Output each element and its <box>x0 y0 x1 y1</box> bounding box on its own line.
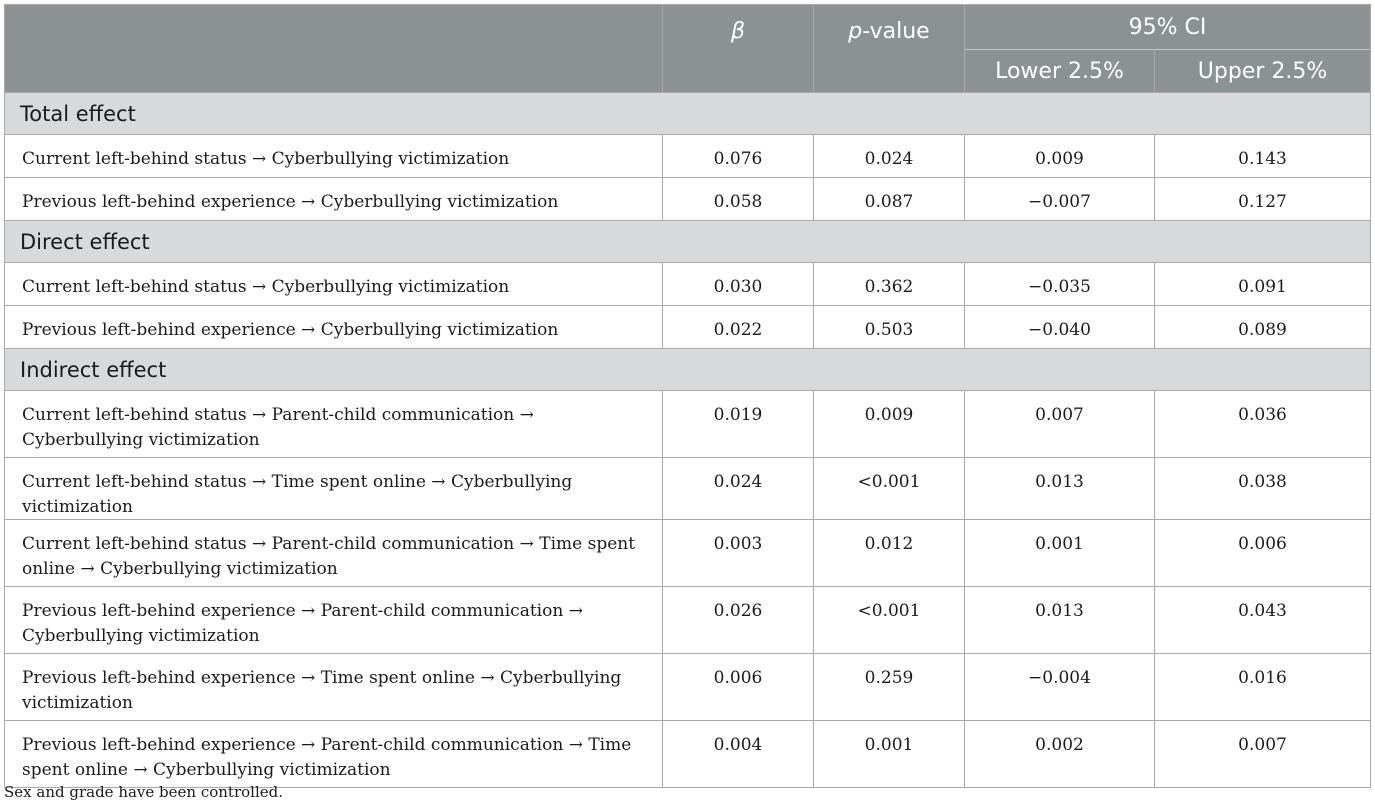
beta-cell: 0.006 <box>663 654 814 721</box>
p-cell: 0.012 <box>814 520 965 587</box>
beta-cell: 0.024 <box>663 458 814 520</box>
p-cell: 0.024 <box>814 135 965 178</box>
lower-cell: 0.002 <box>965 721 1155 788</box>
p-cell: 0.259 <box>814 654 965 721</box>
beta-cell: 0.022 <box>663 306 814 349</box>
beta-cell: 0.076 <box>663 135 814 178</box>
upper-cell: 0.143 <box>1155 135 1371 178</box>
p-cell: 0.362 <box>814 263 965 306</box>
lower-cell: −0.035 <box>965 263 1155 306</box>
path-cell: Previous left-behind experience → Time spent online → Cyberbullying victimization <box>5 654 663 721</box>
header-path <box>5 5 663 93</box>
upper-cell: 0.007 <box>1155 721 1371 788</box>
upper-cell: 0.091 <box>1155 263 1371 306</box>
p-cell: <0.001 <box>814 458 965 520</box>
upper-cell: 0.036 <box>1155 391 1371 458</box>
header-ci-upper: Upper 2.5% <box>1155 50 1371 93</box>
path-cell: Current left-behind status → Parent-child communication → Time spent online → Cyberbullying victimization <box>5 520 663 587</box>
section-direct-effect: Direct effect <box>5 221 1371 263</box>
table-row <box>5 306 1371 349</box>
p-cell: 0.001 <box>814 721 965 788</box>
beta-cell: 0.019 <box>663 391 814 458</box>
header-beta: β <box>663 5 814 93</box>
table-row <box>5 458 1371 520</box>
path-cell: Previous left-behind experience → Parent-child communication → Cyberbullying victimization <box>5 587 663 654</box>
path-cell: Previous left-behind experience → Cyberbullying victimization <box>5 178 663 221</box>
p-cell: <0.001 <box>814 587 965 654</box>
lower-cell: 0.013 <box>965 458 1155 520</box>
results-table <box>4 4 1371 788</box>
path-cell: Previous left-behind experience → Parent-child communication → Time spent online → Cyberbullying victimization <box>5 721 663 788</box>
path-cell: Previous left-behind experience → Cyberbullying victimization <box>5 306 663 349</box>
path-cell: Current left-behind status → Cyberbullying victimization <box>5 135 663 178</box>
section-indirect-effect: Indirect effect <box>5 349 1371 391</box>
header-ci: 95% CI <box>965 5 1371 50</box>
p-cell: 0.087 <box>814 178 965 221</box>
table-row <box>5 587 1371 654</box>
lower-cell: −0.004 <box>965 654 1155 721</box>
path-cell: Current left-behind status → Parent-child communication → Cyberbullying victimization <box>5 391 663 458</box>
upper-cell: 0.043 <box>1155 587 1371 654</box>
table-footnote: Sex and grade have been controlled. <box>4 783 283 801</box>
beta-cell: 0.030 <box>663 263 814 306</box>
table-row <box>5 654 1371 721</box>
p-cell: 0.503 <box>814 306 965 349</box>
table-row <box>5 263 1371 306</box>
header-p-value: p-value <box>814 5 965 93</box>
lower-cell: 0.013 <box>965 587 1155 654</box>
upper-cell: 0.038 <box>1155 458 1371 520</box>
table-row <box>5 135 1371 178</box>
table-row <box>5 721 1371 788</box>
upper-cell: 0.006 <box>1155 520 1371 587</box>
upper-cell: 0.016 <box>1155 654 1371 721</box>
section-total-effect: Total effect <box>5 93 1371 135</box>
table-row <box>5 391 1371 458</box>
upper-cell: 0.127 <box>1155 178 1371 221</box>
path-cell: Current left-behind status → Cyberbullying victimization <box>5 263 663 306</box>
path-cell: Current left-behind status → Time spent online → Cyberbullying victimization <box>5 458 663 520</box>
p-cell: 0.009 <box>814 391 965 458</box>
header-ci-lower: Lower 2.5% <box>965 50 1155 93</box>
table-row <box>5 520 1371 587</box>
lower-cell: 0.009 <box>965 135 1155 178</box>
upper-cell: 0.089 <box>1155 306 1371 349</box>
lower-cell: −0.007 <box>965 178 1155 221</box>
beta-cell: 0.004 <box>663 721 814 788</box>
beta-cell: 0.003 <box>663 520 814 587</box>
lower-cell: 0.001 <box>965 520 1155 587</box>
beta-cell: 0.058 <box>663 178 814 221</box>
lower-cell: 0.007 <box>965 391 1155 458</box>
table-row <box>5 178 1371 221</box>
beta-cell: 0.026 <box>663 587 814 654</box>
lower-cell: −0.040 <box>965 306 1155 349</box>
